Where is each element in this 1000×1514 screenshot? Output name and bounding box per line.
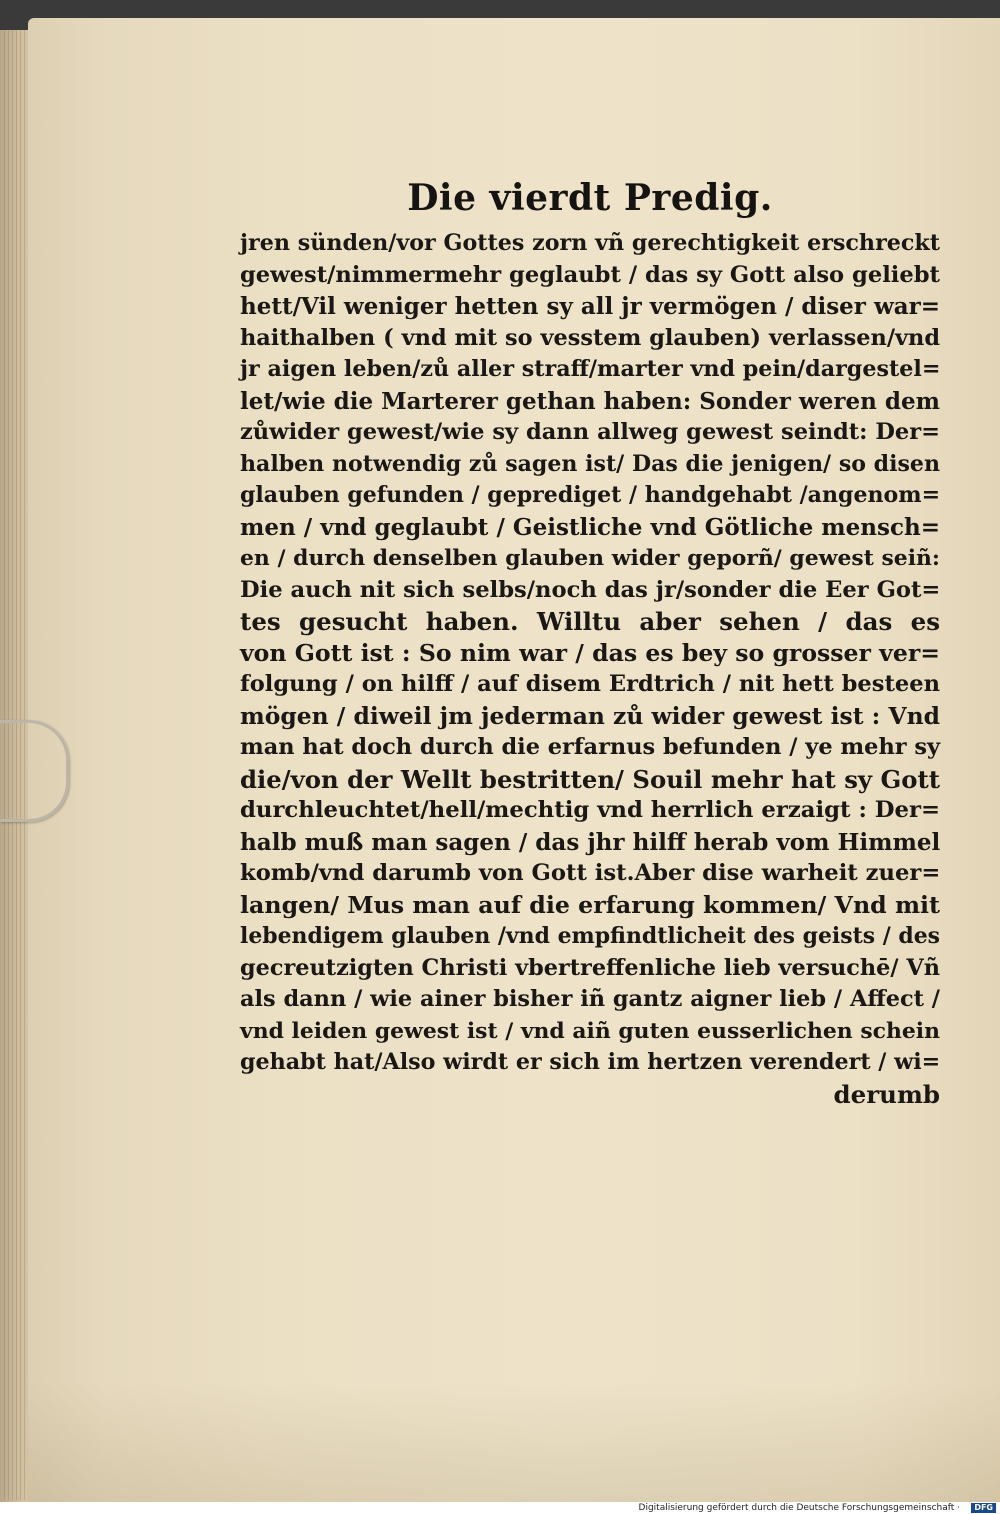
text-line: als dann / wie ainer bisher iñ gantz aigner lieb / Affect / <box>240 986 940 1012</box>
catchword: derumb <box>833 1079 940 1109</box>
text-line: gecreutzigten Christi vbertreffenliche lieb versuchē/ Vñ <box>240 954 940 981</box>
text-line: von Gott ist : So nim war / das es bey so grosser ver= <box>240 638 940 667</box>
text-line: men / vnd geglaubt / Geistliche vnd Götliche mensch= <box>240 513 940 541</box>
text-line: folgung / on hilff / auf disem Erdtrich / nit hett besteen <box>240 671 940 697</box>
text-line: halben notwendig zů sagen ist/ Das die jenigen/ so disen <box>240 450 940 477</box>
text-line: komb/vnd darumb von Gott ist.Aber dise warheit zuer= <box>240 860 941 886</box>
text-line: Die auch nit sich selbs/noch das jr/sonder die Eer Got= <box>240 576 941 603</box>
text-line: vnd leiden gewest ist / vnd aiñ guten eusserlichen schein <box>240 1017 940 1044</box>
paper-clip-icon <box>0 720 69 822</box>
page-text-block <box>240 170 940 1110</box>
footer-credit: Digitalisierung gefördert durch die Deutsche Forschungsgemeinschaft · <box>638 1503 960 1513</box>
text-line: en / durch denselben glauben wider geporñ/ gewest seiñ: <box>240 545 940 571</box>
page-body <box>240 228 940 1079</box>
text-line: hett/Vil weniger hetten sy all jr vermögen / diser war= <box>240 293 940 320</box>
text-line: lebendigem glauben /vnd empfindtlicheit des geists / des <box>240 923 940 949</box>
text-line: haithalben ( vnd mit so vesstem glauben) verlassen/vnd <box>240 324 940 351</box>
footer-bar <box>0 1502 1000 1514</box>
text-line: let/wie die Marterer gethan haben: Sonder weren dem <box>240 387 940 415</box>
text-line: man hat doch durch die erfarnus befunden / ye mehr sy <box>240 734 941 760</box>
text-line: jr aigen leben/zů aller straff/marter vnd pein/dargestel= <box>240 356 941 382</box>
text-line: langen/ Mus man auf die erfarung kommen/ Vnd mit <box>240 890 940 919</box>
text-line: zůwider gewest/wie sy dann allweg gewest seindt: Der= <box>240 419 940 445</box>
text-line: jren sünden/vor Gottes zorn vñ gerechtigkeit erschreckt <box>240 230 940 256</box>
text-line: halb muß man sagen / das jhr hilff herab vom Himmel <box>240 828 941 856</box>
page-shadow <box>28 1380 1000 1502</box>
text-line: durchleuchtet/hell/mechtig vnd herrlich erzaigt : Der= <box>240 797 941 823</box>
text-line: gehabt hat/Also wirdt er sich im hertzen verendert / wi= <box>240 1049 941 1075</box>
text-line: glauben gefunden / geprediget / handgehabt /angenom= <box>240 482 941 508</box>
text-line: die/von der Wellt bestritten/ Souil mehr hat sy Gott <box>240 764 940 794</box>
dfg-logo: DFG <box>971 1503 996 1513</box>
text-line: tes gesucht haben. Willtu aber sehen / das es <box>240 607 940 636</box>
page-heading: Die vierdt Predig. <box>407 177 773 219</box>
text-line: gewest/nimmermehr geglaubt / das sy Gott also geliebt <box>240 261 940 288</box>
text-line: mögen / diweil jm jederman zů wider gewest ist : Vnd <box>240 701 940 730</box>
